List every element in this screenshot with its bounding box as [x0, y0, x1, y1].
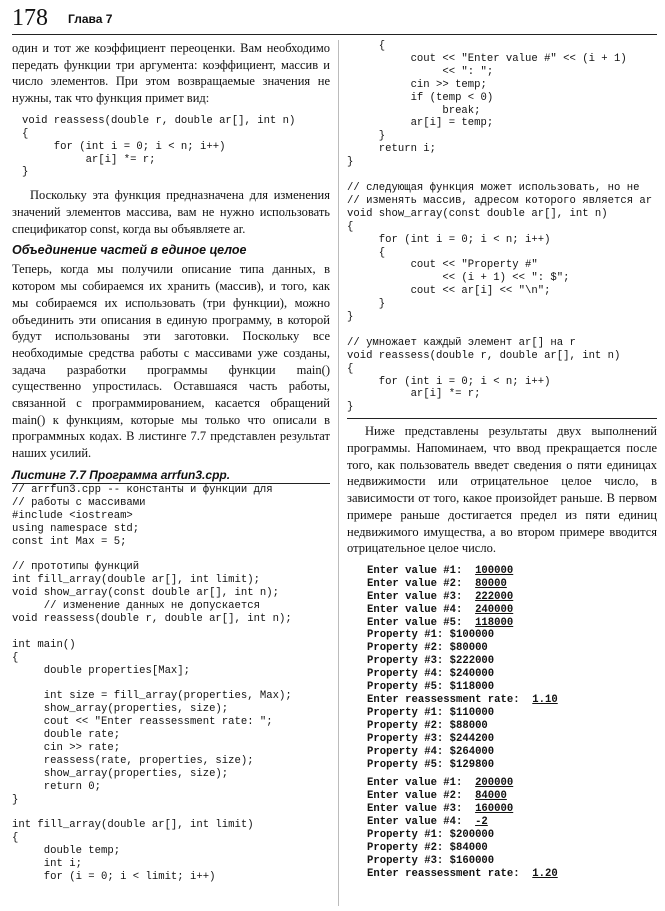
paragraph-const-note: Поскольку эта функция предназначена для изменения значений элементов массива, вам не нужно использовать спецификатор const, когда вы объявляете ar. [12, 188, 330, 236]
program-output-run1 [367, 565, 657, 772]
output-line [367, 855, 657, 868]
output-label: Property #3: $222000 [367, 655, 495, 668]
output-label: Enter value #2: [367, 790, 476, 803]
left-column [12, 40, 330, 884]
output-line [367, 842, 657, 855]
output-label: Enter value #2: [367, 577, 476, 590]
page-number: 178 [12, 5, 48, 31]
right-column [347, 40, 657, 881]
user-input-value: 160000 [475, 803, 514, 816]
paragraph-combining: Теперь, когда мы получили описание типа данных, в котором мы собираемся их хранить (массив), и того, как мы собираемся их использовать (три функции), можно объединить эти описания в единую программу, в которой будут использованы эти заготовки. Поскольку все необходимые средства работы с массивами уже созданы, задача разработки программы функции main() существенно упростилась. Оставшаяся часть работы, связанной с программированием, касается обращений main() к функциям, которые мы только что описали в программных кодах. В листинге 7.7 представлен результат наших усилий. [12, 262, 330, 461]
paragraph-intro: один и тот же коэффициент переоценки. Вам необходимо передать функции три аргумента: коэффициент, массив и число элементов. При этом возвращаемые значения не нужны, так что функция примет вид: [12, 41, 330, 106]
output-line [367, 591, 657, 604]
user-input-value: 84000 [475, 790, 507, 803]
user-input-value: 240000 [475, 603, 514, 616]
user-input-value: 100000 [475, 564, 514, 577]
output-line [367, 707, 657, 720]
output-label: Property #5: $118000 [367, 681, 495, 694]
output-label: Enter value #1: [367, 564, 476, 577]
output-line [367, 790, 657, 803]
code-listing-part2: { cout << "Enter value #" << (i + 1) << ": "; cin >> temp; if (temp < 0) break; ar[i] = temp; } return i; } // следующая функция может использовать, но не // изменять массив, адресом которого является ar void show_array(const double ar[], int n) { for (int i = 0; i < n; i++) { cout << "Property #" << (i + 1) << ": $"; cout << ar[i] << "\n"; } } // умножает каждый элемент ar[] на r void reassess(double r, double ar[], int n) { for (int i = 0; i < n; i++) ar[i] *= r; } [347, 40, 653, 414]
paragraph-results: Ниже представлены результаты двух выполнений программы. Напоминаем, что ввод прекращается после того, как пользователь введет сведения о пяти единицах недвижимости или отрицательное целое число, в зависимости от того, какое произойдет раньше. В первом примере раньше достигается предел из пяти единиц недвижимого имущества, а во втором примере вводится отрицательное целое число. [347, 424, 657, 556]
output-label: Property #5: $129800 [367, 758, 495, 771]
output-label: Property #4: $240000 [367, 668, 495, 681]
output-label: Property #2: $88000 [367, 719, 488, 732]
user-input-value: -2 [475, 816, 488, 829]
code-listing-part1: // arrfun3.cpp -- константы и функции для // работы с массивами #include <iostream> using namespace std; const int Max = 5; // прототипы функций int fill_array(double ar[], int limit); void show_array(const double ar[], int n); // изменение данных не допускается void reassess(double r, double ar[], int n); int main() { double properties[Max]; int size = fill_array(properties, Max); show_array(properties, size); cout << "Enter reassessment rate: "; double rate; cin >> rate; reassess(rate, properties, size); show_array(properties, size); return 0; } int fill_array(double ar[], int limit) { double temp; int i; for (i = 0; i < limit; i++) [12, 483, 292, 884]
output-label: Property #1: $110000 [367, 706, 495, 719]
output-label: Property #3: $244200 [367, 732, 495, 745]
output-label: Enter value #4: [367, 603, 476, 616]
output-label: Property #1: $100000 [367, 629, 495, 642]
output-line [367, 668, 657, 681]
output-label: Property #4: $264000 [367, 745, 495, 758]
output-line [367, 604, 657, 617]
output-label: Enter value #5: [367, 616, 476, 629]
output-label: Property #2: $84000 [367, 841, 488, 854]
output-line [367, 733, 657, 746]
user-input-value: 1.20 [532, 867, 558, 880]
listing-end-rule [347, 418, 657, 419]
output-line [367, 578, 657, 591]
code-reassess-snippet: void reassess(double r, double ar[], int n) { for (int i = 0; i < n; i++) ar[i] *= r; } [22, 114, 296, 179]
output-label: Enter reassessment rate: [367, 867, 533, 880]
user-input-value: 118000 [475, 616, 514, 629]
user-input-value: 200000 [475, 777, 514, 790]
output-label: Enter value #4: [367, 816, 476, 829]
user-input-value: 80000 [475, 577, 507, 590]
output-line [367, 617, 657, 630]
output-line [367, 720, 657, 733]
program-output-run2 [367, 777, 657, 880]
section-heading: Объединение частей в единое целое [12, 243, 247, 258]
column-divider [338, 40, 339, 906]
user-input-value: 222000 [475, 590, 514, 603]
output-line [367, 642, 657, 655]
output-label: Enter reassessment rate: [367, 693, 533, 706]
output-label: Enter value #3: [367, 803, 476, 816]
output-label: Property #3: $160000 [367, 854, 495, 867]
output-line [367, 655, 657, 668]
output-line [367, 694, 657, 707]
output-line [367, 816, 657, 829]
output-label: Property #2: $80000 [367, 642, 488, 655]
output-line [367, 777, 657, 790]
output-label: Property #1: $200000 [367, 829, 495, 842]
output-label: Enter value #3: [367, 590, 476, 603]
output-line [367, 759, 657, 772]
output-line [367, 868, 657, 881]
output-line [367, 629, 657, 642]
output-line [367, 565, 657, 578]
page-header [12, 4, 657, 35]
user-input-value: 1.10 [532, 693, 558, 706]
output-line [367, 681, 657, 694]
chapter-title: Глава 7 [68, 12, 113, 26]
output-line [367, 803, 657, 816]
output-label: Enter value #1: [367, 777, 476, 790]
output-line [367, 746, 657, 759]
output-line [367, 829, 657, 842]
listing-title: Листинг 7.7 Программа arrfun3.cpp. [12, 468, 330, 484]
